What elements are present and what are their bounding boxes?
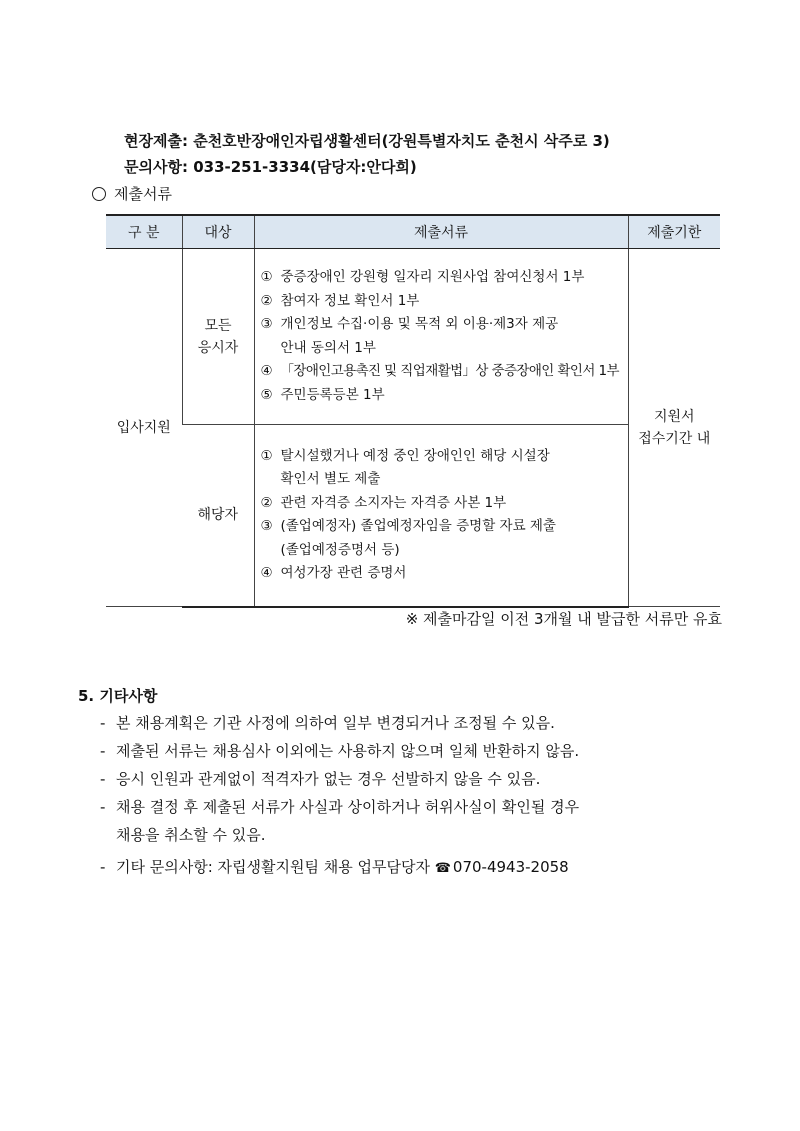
header-target: 대상 [182, 215, 254, 249]
table-row [106, 249, 720, 425]
target-cell-all [182, 249, 254, 425]
table-row [106, 425, 720, 607]
list-item: ④ 「장애인고용촉진 및 직업재활법」상 중증장애인 확인서 1부 [260, 363, 619, 379]
target-all-line2: 응시자 [197, 339, 239, 356]
validity-note: ※ 제출마감일 이전 3개월 내 발급한 서류만 유효 [405, 610, 722, 628]
docs-section-label: 제출서류 [114, 185, 172, 203]
list-item: ① 중증장애인 강원형 일자리 지원사업 참여신청서 1부 [260, 269, 585, 285]
list-item: - 본 채용계획은 기관 사정에 의하여 일부 변경되거나 조정될 수 있음. [100, 714, 555, 732]
category-cell [106, 249, 182, 607]
deadline-cell [628, 249, 720, 607]
list-item: ① 탈시설했거나 예정 중인 장애인인 해당 시설장 [260, 447, 550, 464]
list-item: ② 관련 자격증 소지자는 자격증 사본 1부 [260, 494, 507, 511]
category-text: 입사지원 [116, 419, 171, 436]
list-item-continuation: 채용을 취소할 수 있음. [116, 826, 266, 844]
list-item: - 채용 결정 후 제출된 서류가 사실과 상이하거나 허위사실이 확인될 경우 [100, 798, 580, 816]
list-item-continuation: 안내 동의서 1부 [280, 339, 376, 356]
list-item: - 응시 인원과 관계없이 적격자가 없는 경우 선발하지 않을 수 있음. [100, 770, 541, 788]
section5-title: 5. 기타사항 [78, 687, 158, 705]
phone-number: 070-4943-2058 [452, 858, 569, 876]
phone-icon: ☎ [434, 861, 451, 876]
list-item-continuation: 확인서 별도 제출 [280, 471, 381, 488]
list-item: ③ (졸업예정자) 졸업예정자임을 증명할 자료 제출 [260, 518, 556, 535]
onsite-value: 춘천호반장애인자립생활센터(강원특별자치도 춘천시 삭주로 3) [193, 132, 610, 150]
inquiry-label: 문의사항: [124, 158, 188, 176]
documents-table [106, 214, 720, 608]
onsite-label: 현장제출: [124, 132, 188, 150]
list-item: ④ 여성가장 관련 증명서 [260, 565, 407, 582]
deadline-line1: 지원서 [653, 408, 695, 425]
list-item: ⑤ 주민등록등본 1부 [260, 386, 385, 403]
docs-section-title [92, 184, 172, 204]
header-deadline: 제출기한 [628, 215, 720, 249]
header-documents: 제출서류 [254, 215, 628, 249]
header-category: 구 분 [106, 215, 182, 249]
circle-bullet-icon [92, 187, 106, 201]
target-cell-applicable [182, 425, 254, 607]
list-item: - 제출된 서류는 채용심사 이외에는 사용하지 않으며 일체 반환하지 않음. [100, 742, 580, 760]
list-item-continuation: (졸업예정증명서 등) [280, 541, 400, 558]
documents-cell-applicable [254, 425, 628, 607]
target-all-line1: 모든 [204, 317, 232, 334]
target-applicable: 해당자 [197, 507, 239, 524]
deadline-line2: 접수기간 내 [638, 430, 711, 447]
onsite-submission-line [124, 131, 610, 151]
table-header-row [106, 215, 720, 249]
list-item: - 기타 문의사항: 자립생활지원팀 채용 업무담당자 ☎ 070-4943-2058 [100, 857, 569, 879]
documents-cell-all [254, 249, 628, 425]
inquiry-value: 033-251-3334(담당자:안다희) [193, 158, 417, 176]
list-item: ② 참여자 정보 확인서 1부 [260, 292, 420, 309]
list-item: ③ 개인정보 수집·이용 및 목적 외 이용·제3자 제공 [260, 316, 559, 332]
inquiry-line [124, 157, 417, 177]
